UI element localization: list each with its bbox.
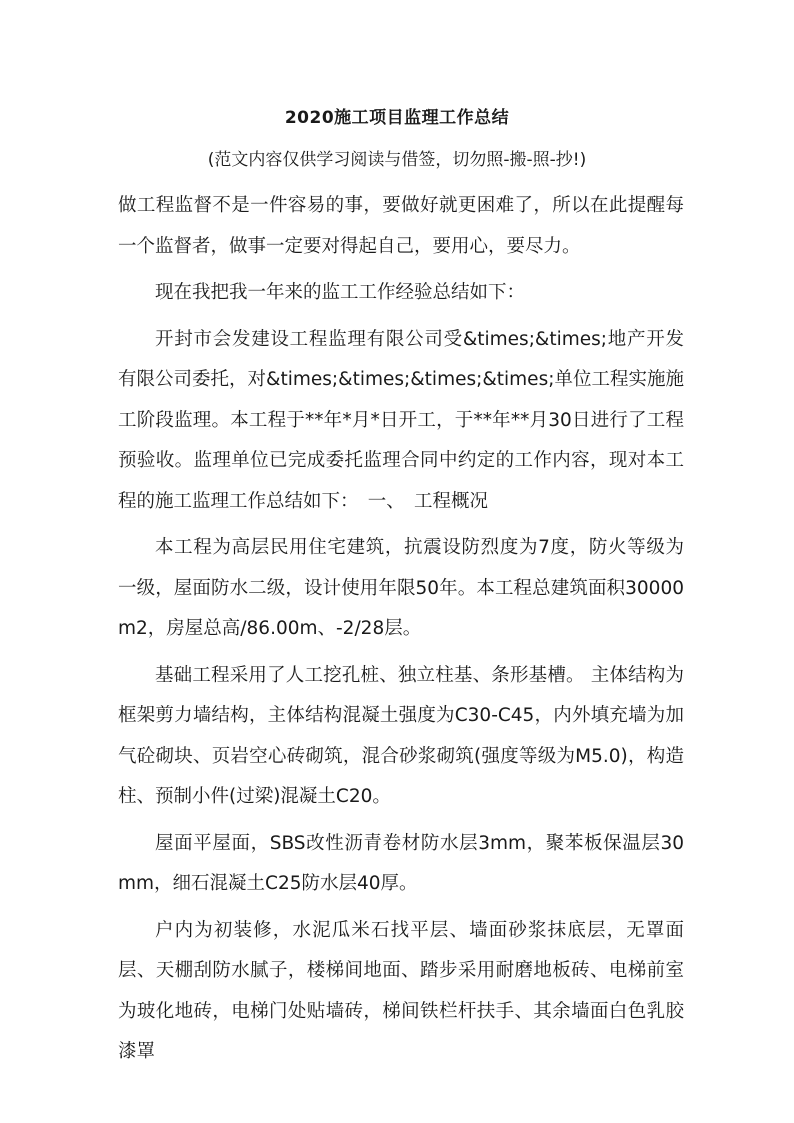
paragraph-summary-lead: 现在我把我一年来的监工工作经验总结如下：	[155, 282, 526, 303]
paragraph-interior-finish: 户内为初装修，水泥瓜米石找平层、墙面砂浆抹底层，无罩面层、天棚刮防水腻子，楼梯间地面、踏步采用耐磨地板砖、电梯前室为玻化地砖，电梯门处贴墙砖，梯间铁栏杆扶手、其余墙面白色乳胶漆罩	[118, 919, 684, 1062]
paragraph-foundation-structure: 基础工程采用了人工挖孔桩、独立柱基、条形基槽。 主体结构为框架剪力墙结构，主体结构混凝土强度为C30-C45，内外填充墙为加气砼砌块、页岩空心砖砌筑，混合砂浆砌筑(强度等级为M5.0)，构造柱、预制小件(过梁)混凝土C20。	[118, 664, 684, 807]
paragraph-roof: 屋面平屋面，SBS改性沥青卷材防水层3mm，聚苯板保温层30mm，细石混凝土C25防水层40厚。	[118, 832, 684, 894]
paragraph-building-overview: 本工程为高层民用住宅建筑，抗震设防烈度为7度，防火等级为一级，屋面防水二级，设计使用年限50年。本工程总建筑面积30000m2，房屋总高/86.00m、-2/28层。	[118, 537, 684, 639]
document-body	[118, 186, 684, 1073]
document-title: 2020施工项目监理工作总结	[284, 108, 510, 128]
paragraph-intro: 做工程监督不是一件容易的事，要做好就更困难了，所以在此提醒每一个监督者，做事一定要对得起自己，要用心，要尽力。	[118, 195, 684, 257]
paragraph-project-background: 开封市会发建设工程监理有限公司受&times;&times;地产开发有限公司委托，对&times;&times;&times;&times;单位工程实施施工阶段监理。本工程于**年*月*日开工，于**年**月30日进行了工程预验收。监理单位已完成委托监理合同中约定的工作内容，现对本工程的施工监理工作总结如下： 一、 工程概况	[118, 328, 684, 512]
document-subtitle: (范文内容仅供学习阅读与借签，切勿照-搬-照-抄!)	[207, 150, 587, 170]
